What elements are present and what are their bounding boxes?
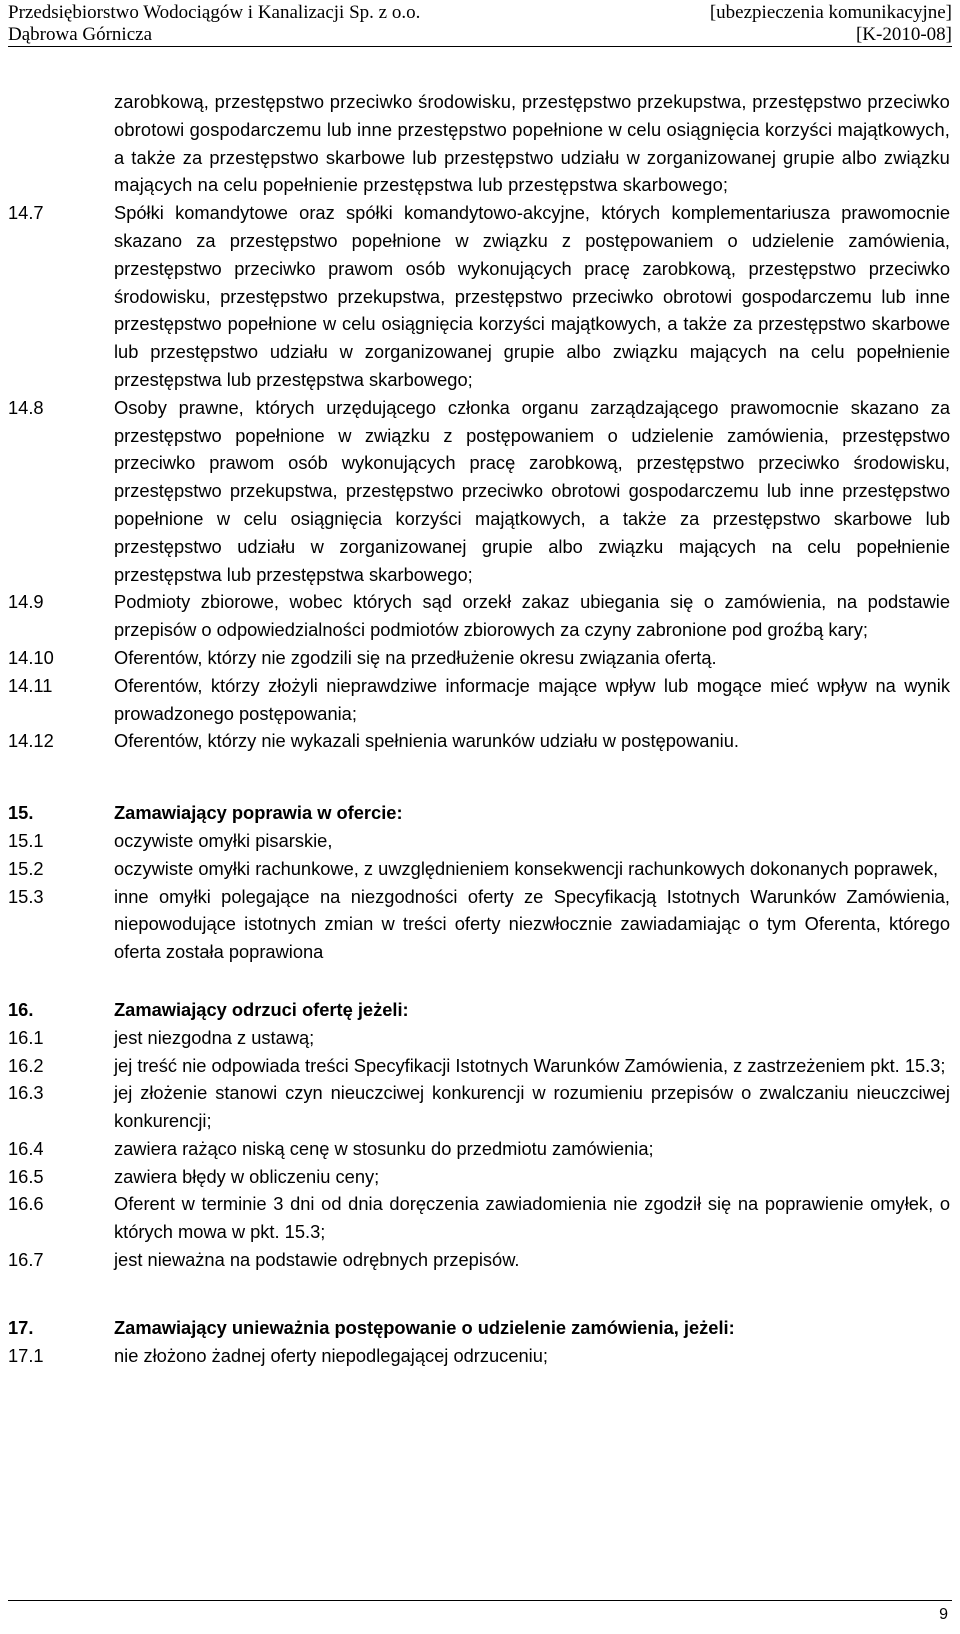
item-number: 16.3 (8, 1082, 44, 1104)
list-item-16-4 (8, 1135, 950, 1163)
item-text: zawiera rażąco niską cenę w stosunku do przedmiotu zamówienia; (114, 1137, 654, 1159)
list-item-16-5 (8, 1163, 950, 1191)
item-text: jej treść nie odpowiada treści Specyfikacji Istotnych Warunków Zamówienia, z zastrzeżeniem pkt. 15.3; (114, 1054, 946, 1076)
section-title: Zamawiający unieważnia postępowanie o udzielenie zamówienia, jeżeli: (114, 1316, 735, 1338)
list-item-16-6 (8, 1190, 950, 1246)
item-number: 17.1 (8, 1344, 44, 1366)
section-heading-16 (8, 996, 950, 1024)
item-text: inne omyłki polegające na niezgodności oferty ze Specyfikacją Istotnych Warunków Zamówienia, niepowodujące istotnych zmian w treści oferty niezwłocznie zawiadamiając o tym Oferenta, którego oferta została poprawiona (114, 885, 950, 963)
list-item-16-1 (8, 1024, 950, 1052)
section-number: 15. (8, 802, 34, 824)
item-text: jest nieważna na podstawie odrębnych przepisów. (114, 1249, 520, 1271)
item-text: Oferent w terminie 3 dni od dnia doręczenia zawiadomienia nie zgodził się na poprawienie omyłek, o których mowa w pkt. 15.3; (114, 1193, 950, 1243)
list-item-14-9 (8, 588, 950, 644)
list-item-16-2 (8, 1052, 950, 1080)
item-number: 14.7 (8, 202, 44, 224)
item-number: 16.6 (8, 1193, 44, 1215)
item-text: Podmioty zbiorowe, wobec których sąd orzekł zakaz ubiegania się o zamówienia, na podstawie przepisów o odpowiedzialności podmiotów zbiorowych za czyny zabronione pod groźbą kary; (114, 591, 950, 641)
list-item-16-3 (8, 1079, 950, 1135)
item-number: 14.10 (8, 646, 54, 668)
list-item-15-1 (8, 827, 950, 855)
header-company: Przedsiębiorstwo Wodociągów i Kanalizacji Sp. z o.o. (8, 2, 421, 23)
item-text: Oferentów, którzy złożyli nieprawdziwe informacje mające wpływ lub mogące mieć wpływ na wynik prowadzonego postępowania; (114, 674, 950, 724)
list-item-14-8 (8, 394, 950, 589)
item-number: 16.7 (8, 1249, 44, 1271)
item-text: jest niezgodna z ustawą; (114, 1026, 315, 1048)
item-number: 15.1 (8, 829, 44, 851)
item-number: 16.5 (8, 1165, 44, 1187)
header-category: [ubezpieczenia komunikacyjne] (709, 2, 952, 23)
item-number: 14.11 (8, 674, 53, 696)
continued-paragraph: zarobkową, przestępstwo przeciwko środowisku, przestępstwo przekupstwa, przestępstwo przeciwko obrotowi gospodarczemu lub inne przestępstwo popełnione w celu osiągnięcia korzyści majątkowych, a także za przestępstwo skarbowe lub przestępstwo udziału w zorganizowanej grupie albo związku mających na celu popełnienie przestępstwa lub przestępstwa skarbowego; (114, 91, 950, 196)
list-item-16-7 (8, 1246, 950, 1274)
list-item-14-7 (8, 199, 950, 394)
footer-divider (8, 1600, 952, 1601)
list-item-15-3 (8, 883, 950, 966)
item-text: oczywiste omyłki rachunkowe, z uwzględnieniem konsekwencji rachunkowych dokonanych poprawek, (114, 857, 939, 879)
item-text: Osoby prawne, których urzędującego członka organu zarządzającego prawomocnie skazano za przestępstwo popełnione w związku z postępowaniem o udzielenie zamówienia, przestępstwo przeciwko prawom osób wykonujących pracę zarobkową, przestępstwo przeciwko środowisku, przestępstwo przekupstwa, przestępstwo przeciwko obrotowi gospodarczemu lub inne przestępstwo popełnione w celu osiągnięcia korzyści majątkowych, a także za przestępstwo skarbowe lub przestępstwo udziału w zorganizowanej grupie albo związku mających na celu popełnienie przestępstwa lub przestępstwa skarbowego; (114, 396, 950, 585)
item-text: oczywiste omyłki pisarskie, (114, 829, 333, 851)
header-city: Dąbrowa Górnicza (8, 24, 153, 45)
item-number: 16.4 (8, 1137, 44, 1159)
section-title: Zamawiający poprawia w ofercie: (114, 802, 403, 824)
item-text: zawiera błędy w obliczeniu ceny; (114, 1165, 380, 1187)
item-number: 15.2 (8, 857, 44, 879)
section-number: 17. (8, 1316, 34, 1338)
item-number: 15.3 (8, 885, 44, 907)
list-item-14-10 (8, 644, 950, 672)
item-number: 16.2 (8, 1054, 44, 1076)
section-number: 16. (8, 998, 34, 1020)
list-item-17-1 (8, 1342, 950, 1370)
document-body (8, 88, 950, 1369)
header-code: [K-2010-08] (855, 24, 952, 45)
item-number: 14.12 (8, 730, 54, 752)
page-number: 9 (939, 1606, 948, 1623)
item-number: 14.9 (8, 591, 44, 613)
list-item-15-2 (8, 855, 950, 883)
item-text: Oferentów, którzy nie wykazali spełnienia warunków udziału w postępowaniu. (114, 730, 739, 752)
list-item-14-12 (8, 727, 950, 755)
section-title: Zamawiający odrzuci ofertę jeżeli: (114, 998, 409, 1020)
list-item-14-11 (8, 672, 950, 728)
section-heading-15 (8, 799, 950, 827)
item-text: nie złożono żadnej oferty niepodlegającej odrzuceniu; (114, 1344, 548, 1366)
page-header (8, 2, 952, 47)
item-number: 14.8 (8, 396, 44, 418)
section-heading-17 (8, 1314, 950, 1342)
item-number: 16.1 (8, 1026, 44, 1048)
item-text: Oferentów, którzy nie zgodzili się na przedłużenie okresu związania ofertą. (114, 646, 717, 668)
item-text: Spółki komandytowe oraz spółki komandytowo-akcyjne, których komplementariusza prawomocnie skazano za przestępstwo popełnione w związku z postępowaniem o udzielenie zamówienia, przestępstwo przeciwko prawom osób wykonujących pracę zarobkową, przestępstwo przeciwko środowisku, przestępstwo przekupstwa, przestępstwo przeciwko obrotowi gospodarczemu lub inne przestępstwo popełnione w celu osiągnięcia korzyści majątkowych, a także za przestępstwo skarbowe lub przestępstwo udziału w zorganizowanej grupie albo związku mających na celu popełnienie przestępstwa lub przestępstwa skarbowego; (114, 202, 950, 390)
item-text: jej złożenie stanowi czyn nieuczciwej konkurencji w rozumieniu przepisów o zwalczaniu nieuczciwej konkurencji; (114, 1082, 950, 1132)
